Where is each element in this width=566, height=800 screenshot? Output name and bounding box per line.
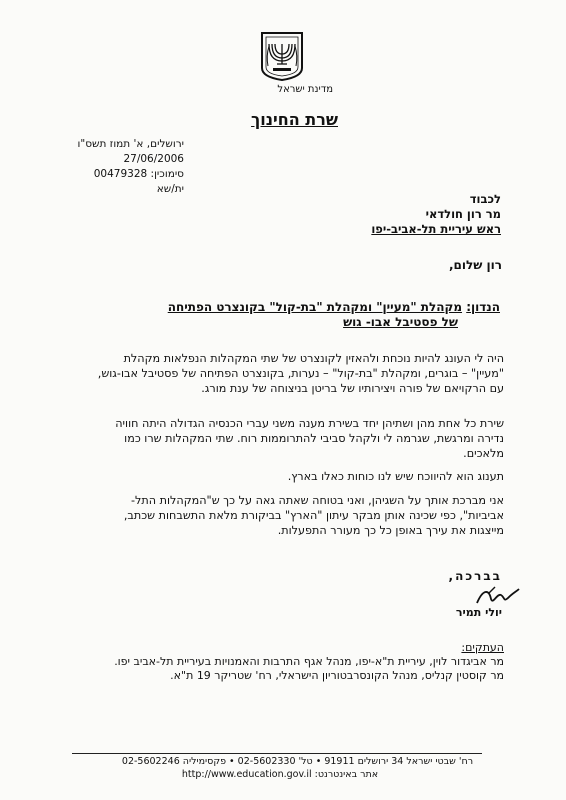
subject (120, 300, 500, 330)
footer-divider (72, 753, 482, 754)
initials: ית/שא (156, 183, 184, 195)
text-line: נדירה ומרגשת, שגרמה לי ולקהל סביבי להתרוממות רוח. שתי המקהלות שרו כמו (124, 432, 504, 445)
footer-website: אתר באינטרנט: http://www.education.gov.il (181, 769, 379, 780)
copy-recipient: מר אביגדור לוין, עיריית ת"א-יפו, מנהל אגף התרבות והאמנויות בעיריית תל-אביב יפו. (114, 655, 504, 668)
copy-recipient: מר קוסטין קנליס, מנהל הקונסרבטוריון הישראלי, רח' שטריקר 19 ת"א. (170, 669, 504, 682)
closing: בברכה, (448, 569, 502, 583)
footer-address: רח' שבטי ישראל 34 ירושלים 91911 • טל' 02-5602330 • פקסימיליה 02-5602246 (121, 756, 474, 767)
state-name: מדינת ישראל (277, 84, 333, 95)
body-paragraph-4 (62, 493, 504, 538)
text-line: אביביות", כפי שכינה אותן מבקר עיתון "הארץ" בביקורת מלאת התשבחות שכתב, (123, 509, 504, 522)
body-paragraph-2 (62, 416, 504, 461)
greeting: רון שלום, (448, 258, 502, 272)
addressee (371, 192, 501, 237)
signature-icon (475, 585, 520, 607)
signatory-name: יולי תמיר (455, 606, 502, 619)
state-emblem-icon (258, 30, 306, 82)
text-line: שירת כל אחת מהן ושתיהן יחד בשירת מענה משני עברי הכנסיה הגדולה היתה חוויה (115, 417, 504, 430)
ministry-title: שרת החינוך (251, 110, 338, 129)
text-line: עם הרקויאם של פורה ויצירותיו של בריטן בניצוחה של ענת מורג. (201, 382, 504, 395)
reference (78, 167, 185, 182)
reference-label: סימוכין: (150, 168, 184, 180)
letter-meta (78, 137, 185, 197)
reference-number: 00479328 (93, 168, 148, 180)
subject-line-1: מקהלת "מעיין" ומקהלת "בת-קול" בקונצרט הפתיחה (167, 300, 463, 314)
body-paragraph-3 (62, 469, 504, 484)
addressee-name: מר רון חולדאי (425, 207, 501, 221)
date: 27/06/2006 (123, 153, 184, 165)
text-line: תענוג הוא להיווכח שיש לנו כוחות כאלו בארץ. (287, 470, 504, 483)
addressee-honorific: לכבוד (469, 192, 501, 206)
copies-list (34, 641, 504, 683)
subject-line-2: של פסטיבל אבו- גוש (343, 315, 458, 329)
text-line: "מעיין" – בוגרים, ומקהלת "בת-קול" – נערות, בקונצרט הפתיחה של פסטיבל אבו-גוש, (97, 367, 504, 380)
text-line: מייצגות את עירך באופן כל כך מעורר התפעלות. (277, 524, 504, 537)
body-paragraph-1 (62, 351, 504, 396)
text-line: היה לי העונג להיות נוכחת ולהאזין לקונצרט של שתי המקהלות הנפלאות מקהלת (123, 352, 504, 365)
subject-label: הנדון: (466, 300, 500, 314)
text-line: אני מברכת אותך על השגיהן, ואני בטוחה שאתה גאה על כך ש"המקהלות התל- (131, 494, 504, 507)
text-line: מלאכים. (463, 447, 504, 460)
copies-label: העתקים: (461, 641, 504, 654)
place-date: ירושלים, א' תמוז תשס"ו (77, 138, 184, 150)
addressee-title: ראש עיריית תל-אביב-יפו (371, 222, 501, 236)
